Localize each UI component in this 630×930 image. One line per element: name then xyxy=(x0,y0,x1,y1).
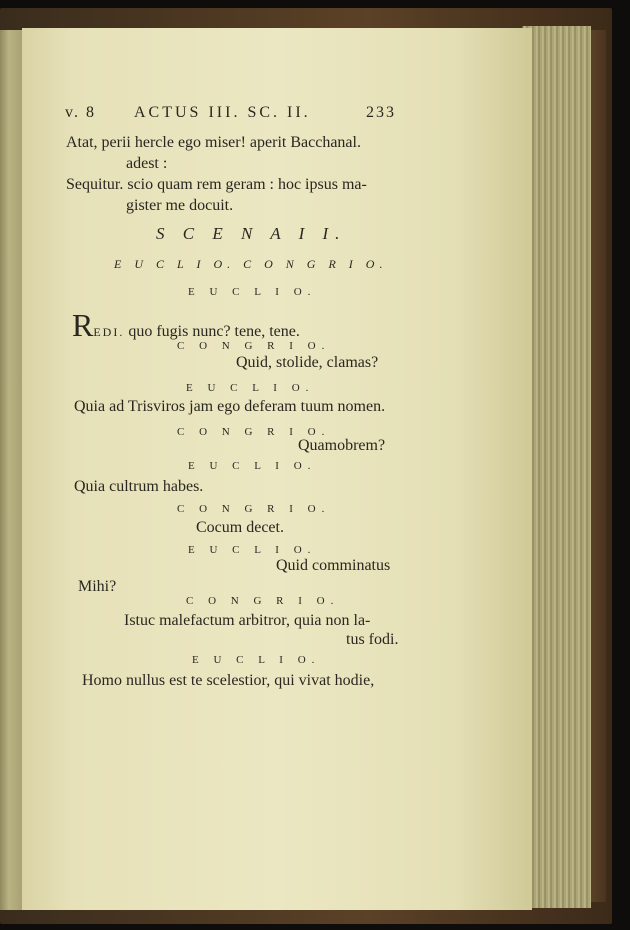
text-line: Quamobrem? xyxy=(298,437,386,454)
page-fore-edge xyxy=(522,26,591,908)
opening-line xyxy=(72,307,300,344)
text-line: adest : xyxy=(126,155,168,172)
text-line: Quia ad Trisviros jam ego deferam tuum nomen. xyxy=(74,398,386,415)
text-line: Mihi? xyxy=(78,578,117,595)
speaker-label: C O N G R I O. xyxy=(177,503,331,515)
text-line: Istuc malefactum arbitror, quia non la- xyxy=(124,612,371,629)
running-head: ACTUS III. SC. II. xyxy=(134,104,311,121)
text-line: Cocum decet. xyxy=(196,519,284,536)
book-page xyxy=(22,28,532,910)
left-page-edge xyxy=(0,30,24,910)
opening-text: quo fugis nunc? tene, tene. xyxy=(124,323,300,340)
speaker-label: E U C L I O. xyxy=(188,544,317,556)
text-line: Quid comminatus xyxy=(276,557,391,574)
speaker-label: C O N G R I O. xyxy=(186,595,340,607)
opening-smallcaps: EDI. xyxy=(93,325,125,339)
text-line: gister me docuit. xyxy=(126,197,234,214)
scene-characters: E U C L I O. C O N G R I O. xyxy=(114,257,388,271)
speaker-label: C O N G R I O. xyxy=(177,426,331,438)
scene-title: S C E N A I I. xyxy=(156,224,347,243)
page-number: 233 xyxy=(366,104,396,121)
drop-cap: R xyxy=(72,307,94,343)
text-line: Atat, perii hercle ego miser! aperit Bacchanal. xyxy=(66,134,361,151)
signature-mark: v. 8 xyxy=(65,104,96,121)
text-line: Quia cultrum habes. xyxy=(74,478,204,495)
text-line: Sequitur. scio quam rem geram : hoc ipsus ma- xyxy=(66,176,367,193)
speaker-label: E U C L I O. xyxy=(186,382,315,394)
speaker-label: C O N G R I O. xyxy=(177,340,331,352)
speaker-label: E U C L I O. xyxy=(188,286,317,298)
text-line: Homo nullus est te scelestior, qui vivat hodie, xyxy=(82,672,375,689)
speaker-label: E U C L I O. xyxy=(188,460,317,472)
text-line: Quid, stolide, clamas? xyxy=(236,354,379,371)
text-line: tus fodi. xyxy=(346,631,399,648)
speaker-label: E U C L I O. xyxy=(192,654,321,666)
